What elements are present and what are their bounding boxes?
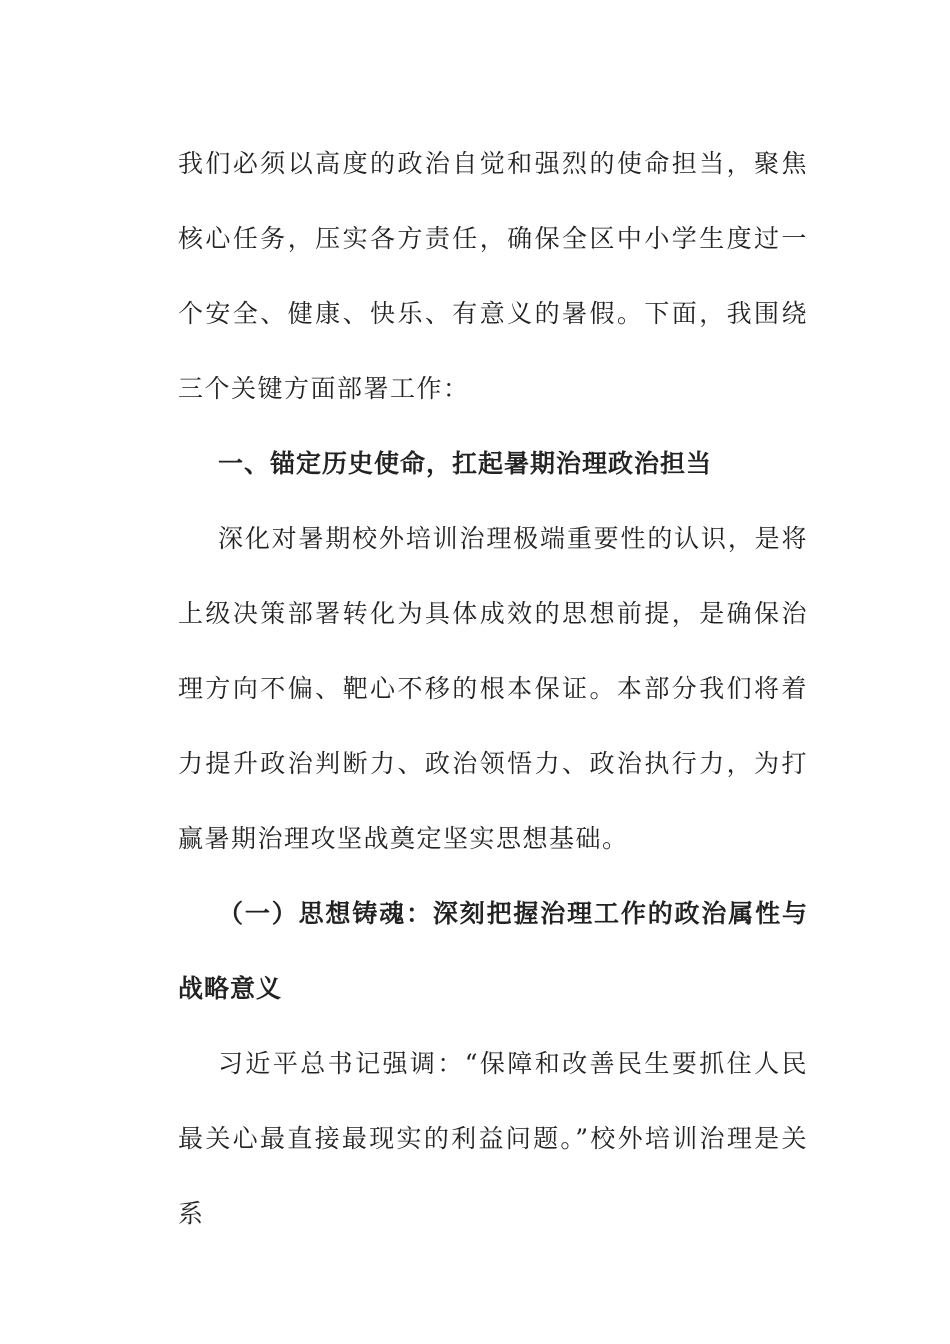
subsection-heading-1: （一）思想铸魂：深刻把握治理工作的政治属性与战略意义 xyxy=(178,899,808,1003)
paragraph-intro: 我们必须以高度的政治自觉和强烈的使命担当，聚焦核心任务，压实各方责任，确保全区中小学生度过一个安全、健康、快乐、有意义的暑假。下面，我围绕三个关键方面部署工作： xyxy=(178,149,808,403)
paragraph-section-1: 深化对暑期校外培训治理极端重要性的认识，是将上级决策部署转化为具体成效的思想前提，是确保治理方向不偏、靶心不移的根本保证。本部分我们将着力提升政治判断力、政治领悟力、政治执行力，为打赢暑期治理攻坚战奠定坚实思想基础。 xyxy=(178,524,808,853)
document-body xyxy=(178,126,808,1251)
section-heading-1: 一、锚定历史使命，扛起暑期治理政治担当 xyxy=(218,449,713,478)
paragraph-subsection-1: 习近平总书记强调：“保障和改善民生要抓住人民最关心最直接最现实的利益问题。”校外培训治理是关系 xyxy=(178,1049,808,1228)
